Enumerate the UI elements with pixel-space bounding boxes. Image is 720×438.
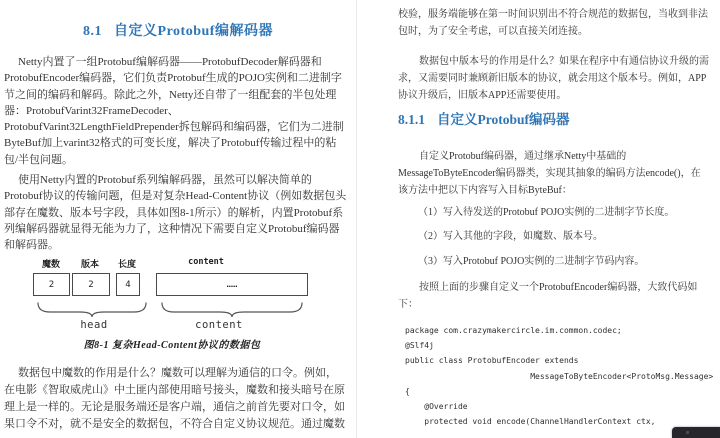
text-line: 数据包中魔数的作用是什么？魔数可以理解为通信的口令。例如， <box>18 367 337 379</box>
text-line: 和解码器。 <box>4 239 59 252</box>
text-line: 列编解码器就显得无能为力了，这种情况下需要自定义Protobuf编码器 <box>4 222 340 235</box>
section-title-text: 自定义Protobuf编解码器 <box>114 24 273 39</box>
section-heading-8-1 <box>4 22 352 42</box>
head-underbrace-icon <box>36 302 148 318</box>
text-line: （3）写入Protobuf POJO实例的二进制字节码内容。 <box>418 255 645 267</box>
text-line: 按照上面的步骤自定义一个ProtobufEncoder编码器，大致代码如 <box>419 282 698 293</box>
text-line: （1）写入待发送的Protobuf POJO实例的二进制字节长度。 <box>418 207 675 218</box>
content-brace-label: content <box>195 319 243 331</box>
paragraph-head-content-problem <box>4 172 352 253</box>
length-field-label: 长度 <box>117 260 137 270</box>
protobuf-encoder-code-block <box>405 323 714 429</box>
text-line: 部存在魔数、版本号字段，具体如图8-1所示）的解析，内置Protobuf系 <box>4 206 344 219</box>
paragraph-version-purpose <box>398 53 714 104</box>
text-line: 包/半包问题。 <box>4 153 74 166</box>
head-brace-label: head <box>80 319 108 331</box>
paragraph-code-intro <box>398 279 714 313</box>
text-line: package com.crazymakercircle.im.common.codec; <box>405 326 622 335</box>
floating-toolbar[interactable] <box>672 427 720 438</box>
magic-number-box: 2 <box>33 273 70 296</box>
content-underbrace-icon <box>160 302 304 318</box>
text-line: 理上是一样的。无论是服务端还是客户端，通信之前首先要对口令，如 <box>4 401 345 413</box>
paragraph-magic-number-purpose <box>4 365 352 433</box>
section-heading-8-1-1 <box>398 110 714 130</box>
section-title-text: 自定义Protobuf编码器 <box>437 112 570 127</box>
content-field-label: content <box>188 257 224 267</box>
text-line: 自定义Protobuf编码器，通过继承Netty中基础的 <box>419 151 627 162</box>
content-box: …… <box>156 273 308 296</box>
text-line: @Slf4j <box>405 341 434 351</box>
figure-caption: 图8-1 复杂Head-Content协议的数据包 <box>83 340 261 351</box>
figure-8-1-packet-diagram <box>4 256 340 362</box>
text-line: 果口令不对，就不是安全的数据包，不符合自定义协议规范。通过魔数 <box>4 418 345 430</box>
version-box: 2 <box>72 273 110 296</box>
text-line: @Override <box>405 402 468 412</box>
text-line: 校验，服务端能够在第一时间识别出不符合规范的数据包，当收到非法 <box>398 9 708 20</box>
text-line: public class ProtobufEncoder extends <box>405 356 579 366</box>
magic-number-field-label: 魔数 <box>41 260 61 270</box>
text-line: MessageToByteEncoder编码器类，实现其抽象的编码方法encode()，在 <box>398 168 701 179</box>
right-page <box>398 0 714 438</box>
text-line: 在电影《智取威虎山》中土匪内部使用暗号接头，魔数和接头暗号在原 <box>4 384 345 396</box>
text-line: （2）写入其他的字段，如魔数、版本号。 <box>418 231 603 243</box>
page-divider <box>356 0 357 438</box>
text-line: 求，又需要同时兼顾新旧版本的协议，就会用这个版本号。例如，APP <box>398 73 707 84</box>
text-line: 下： <box>398 299 418 310</box>
text-line: Netty内置了一组Protobuf编解码器——ProtobufDecoder解码器和 <box>18 56 322 68</box>
text-line: ProtobufVarint32LengthFieldPrepender拆包解码和编码器，它们为二进制 <box>4 121 344 134</box>
text-line: 该方法中把以下内容写入目标ByteBuf： <box>398 185 572 196</box>
text-line: { <box>405 386 410 396</box>
text-line: MessageToByteEncoder<ProtoMsg.Message> <box>405 371 714 381</box>
section-number: 8.1 <box>83 24 103 39</box>
text-line: protected void encode(ChannelHandlerContext ctx, <box>405 417 656 427</box>
paragraph-custom-encoder-intro <box>398 148 714 199</box>
text-line: 数据包中版本号的作用是什么？如果在程序中有通信协议升级的需 <box>419 56 709 67</box>
left-page <box>4 0 352 438</box>
text-line: ByteBuf加上varint32格式的可变长度，解决了Protobuf传输过程中的粘 <box>4 137 337 150</box>
text-line: 使用Netty内置的Protobuf系列编解码器，虽然可以解决简单的 <box>18 174 312 186</box>
section-number: 8.1.1 <box>398 112 425 127</box>
encode-steps-list <box>398 204 714 277</box>
text-line: ProtobufEncoder编码器，它们负责Protobuf生成的POJO实例和二进制字 <box>4 72 342 85</box>
paragraph-netty-builtin-codecs <box>4 54 352 168</box>
text-line: 器：ProtobufVarint32FrameDecoder、 <box>4 104 179 117</box>
text-line: 节之间的编码和解码。除此之外，Netty还自带了一组配套的半包处理 <box>4 88 337 101</box>
text-line: 协议升级后，旧版本APP还需要使用。 <box>398 90 567 101</box>
text-line: Protobuf协议的传输问题，但是对复杂Head-Content协议（例如数据包头 <box>4 190 347 203</box>
paragraph-magic-check-continued <box>398 6 714 40</box>
text-line: 包时，为了安全考虑，可以直接关闭连接。 <box>398 26 588 37</box>
length-box: 4 <box>116 273 140 296</box>
version-field-label: 版本 <box>80 260 100 270</box>
